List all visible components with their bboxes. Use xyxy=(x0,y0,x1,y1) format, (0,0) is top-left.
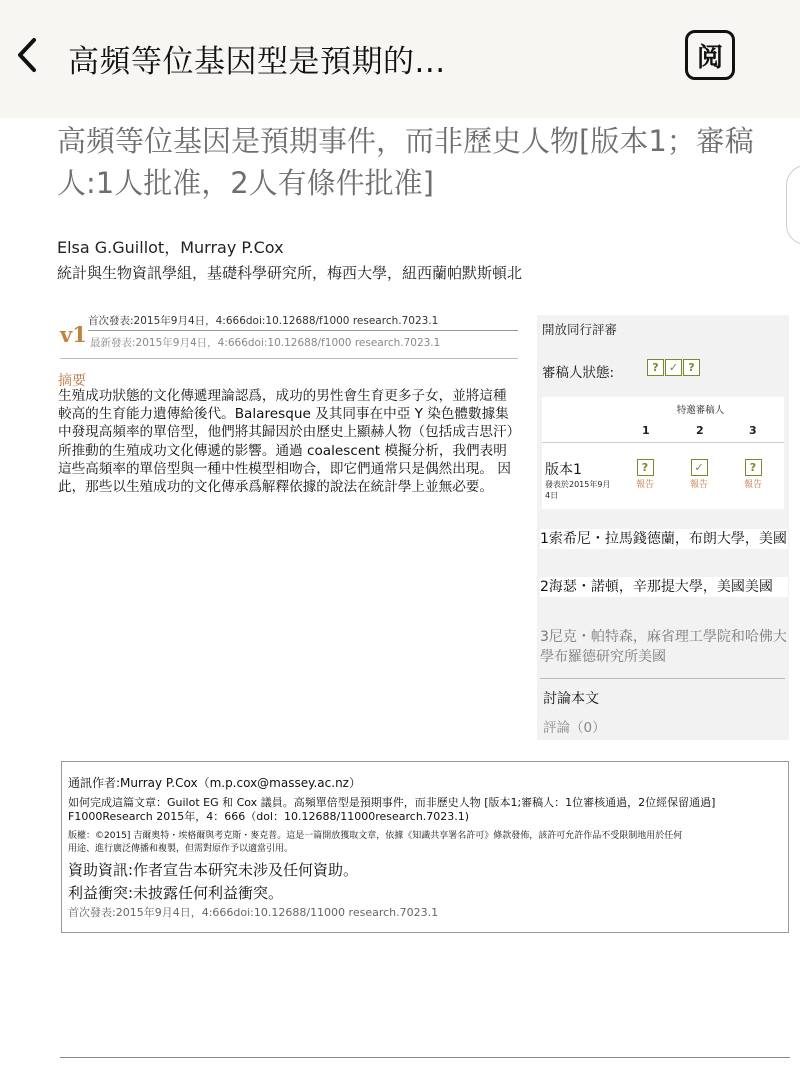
column-header: 1 xyxy=(642,424,650,437)
divider xyxy=(60,1057,790,1058)
report-link[interactable] xyxy=(738,459,768,490)
abstract-heading: 摘要 xyxy=(58,373,86,389)
citation-line: F1000Research 2015年，4：666（dol：10.12688/11000research.7023.1) xyxy=(68,810,470,823)
reviewer-status-label: 審稿人狀態: xyxy=(542,365,615,381)
invited-reviewers-label: 特邀審稿人 xyxy=(676,405,725,416)
paper-affiliation: 統計與生物資訊學組，基礎科學研究所，梅西大學，紐西蘭帕默斯頓北 xyxy=(57,264,523,282)
copyright-line: 用途、進行廣泛傳播和複製，但需對原作予以適當引用。 xyxy=(68,844,294,854)
copyright-line: 版權：©2015] 吉爾奧特・埃格爾與考克斯・麥克普。這是一篇開放獲取文章，依據《知識共享署名許可》條款發佈，該許可允許作品不受限制地用於任何 xyxy=(68,831,683,841)
peer-review-panel xyxy=(537,315,789,740)
abstract-text: 生殖成功狀態的文化傳遞理論認爲，成功的男性會生育更多子女，並將這種較高的生育能力遺傳給後代。Balaresque 及其同事在中亞 Y 染色體數據集中發現高頻率的單倍型，他們將其歸因於由歷史上顯赫人物（包括成吉思汗）所推動的生殖成功文化傳遞的影響。通過 coalescent 模擬分析，我們表明這些高頻率的單倍型與一種中性模型相吻合，即它們通常只是偶然出現。 因此，那些以生殖成功的文化傳承爲解釋依據的說法在統計學上並無必要。 xyxy=(58,388,514,496)
report-link[interactable] xyxy=(684,459,714,490)
reviewer-item: 3尼克・帕特森，麻省理工學院和哈佛大學布羅德研究所美國 xyxy=(540,629,787,665)
paper-authors: Elsa G.Guillot，Murray P.Cox xyxy=(57,238,284,257)
question-icon: ? xyxy=(647,359,664,376)
paper-title: 高頻等位基因是預期事件，而非歷史人物[版本1；審稿人:1人批准，2人有條件批准] xyxy=(57,124,754,200)
funding-info: 資助資訊:作者宣告本研究未涉及任何資助。 xyxy=(68,861,359,879)
reviewer-table xyxy=(542,397,784,509)
comments-link[interactable]: 評論（0） xyxy=(543,720,606,736)
question-icon: ? xyxy=(683,359,700,376)
top-bar xyxy=(0,0,800,118)
question-icon: ? xyxy=(745,459,762,476)
page-title: 高頻等位基因型是預期的... xyxy=(68,44,446,80)
question-icon: ? xyxy=(637,459,654,476)
divider xyxy=(542,442,784,443)
divider xyxy=(540,678,785,679)
latest-published: 最新發表:2015年9月4日，4:666doi:10.12688/f1000 research.7023.1 xyxy=(90,337,441,349)
reviewer-item: 2海瑟・諾頓，辛那提大學，美國美國 xyxy=(540,577,788,597)
reviewer-status-icons xyxy=(647,359,700,376)
check-icon: ✓ xyxy=(691,459,708,476)
divider xyxy=(60,358,518,359)
version-date: 發表於2015年9月4日 xyxy=(545,480,611,500)
peer-review-title: 開放同行評審 xyxy=(542,322,618,337)
reviewer-item: 1索希尼・拉馬錢德蘭，布朗大學，美國 xyxy=(540,531,787,547)
article-info-box xyxy=(61,761,789,933)
check-icon: ✓ xyxy=(665,359,682,376)
version-label: 版本1 xyxy=(545,462,582,478)
column-header: 2 xyxy=(696,424,704,437)
first-published: 首次發表:2015年9月4日，4:666doi:10.12688/f1000 research.7023.1 xyxy=(88,315,439,327)
divider xyxy=(88,330,518,331)
conflict-of-interest: 利益衝突:未披露任何利益衝突。 xyxy=(68,884,284,902)
side-handle[interactable] xyxy=(786,165,800,245)
report-link[interactable] xyxy=(630,459,660,490)
read-mode-button[interactable]: 阅 xyxy=(685,30,735,80)
report-label: 報告 xyxy=(689,480,708,490)
corresponding-author: 通訊作者:Murray P.Cox（m.p.cox@massey.ac.nz） xyxy=(68,776,361,790)
chevron-left-icon xyxy=(10,32,46,78)
version-badge: v1 xyxy=(60,322,87,347)
report-label: 報告 xyxy=(743,480,762,490)
back-button[interactable] xyxy=(10,32,46,78)
report-label: 報告 xyxy=(635,480,654,490)
first-published-footer: 首次發表:2015年9月4日，4:666doi:10.12688/11000 research.7023.1 xyxy=(68,906,439,919)
column-header: 3 xyxy=(749,424,757,437)
discuss-article-link[interactable]: 討論本文 xyxy=(543,691,599,707)
citation-line: 如何完成這篇文章：Guilot EG 和 Cox 議員。高頻單倍型是預期事件，而非歷史人物 [版本1;審稿人：1位審核通過，2位經保留通過] xyxy=(68,796,716,809)
